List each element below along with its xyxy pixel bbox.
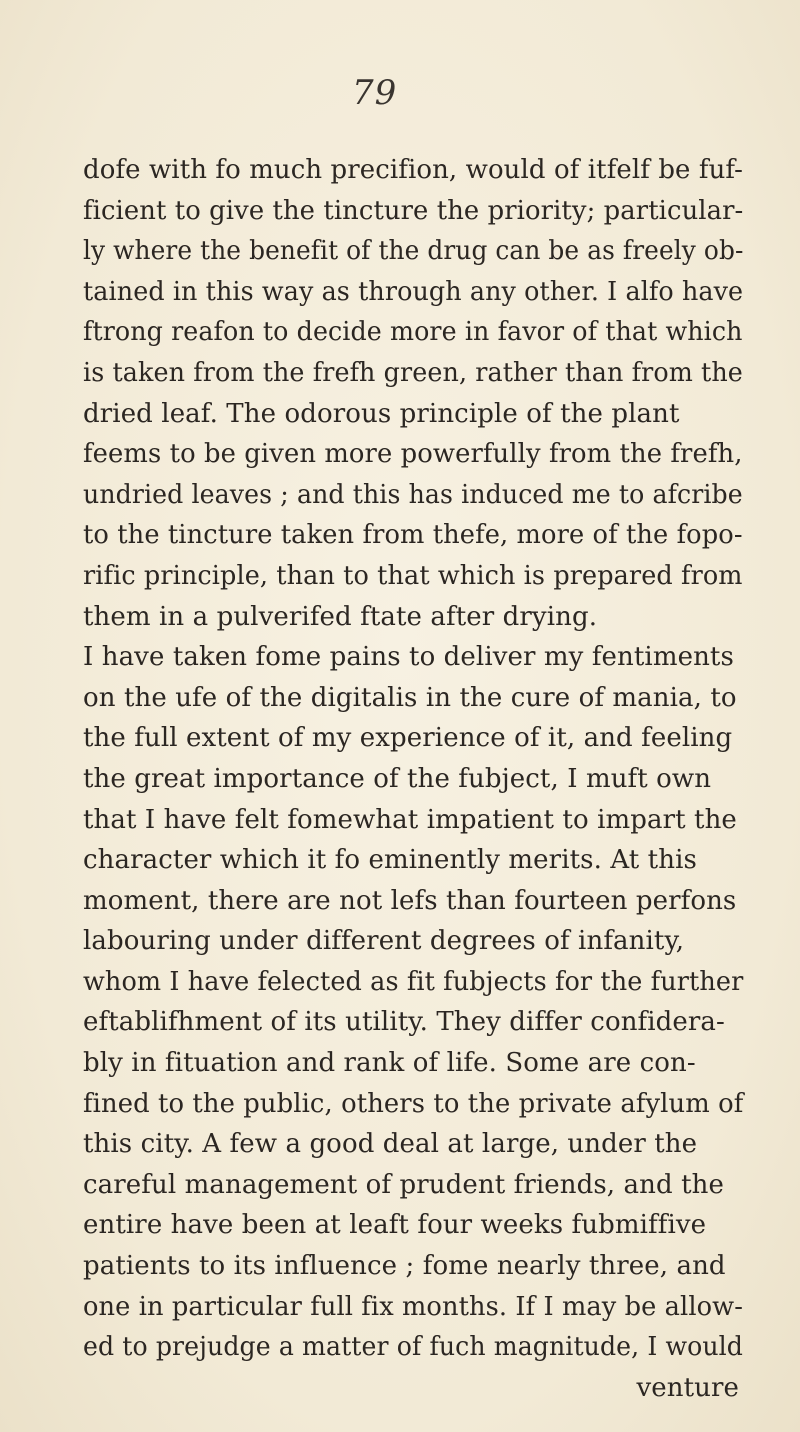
text-line: whom I have felected as fit fubjects for the further — [83, 966, 744, 997]
text-line: is taken from the frefh green, rather than from the — [83, 357, 743, 388]
text-line: ftrong reafon to decide more in favor of that which — [83, 317, 743, 348]
text-line: ficient to give the tincture the priority; particular- — [83, 195, 744, 226]
text-line: the full extent of my experience of it, and feeling — [83, 723, 733, 754]
text-line: I have taken fome pains to deliver my fentiments — [83, 642, 734, 673]
body-text — [83, 150, 743, 1408]
text-line: ly where the benefit of the drug can be as freely ob- — [83, 236, 744, 267]
text-line: ed to prejudge a matter of fuch magnitude, I would — [83, 1332, 744, 1363]
text-line: careful management of prudent friends, and the — [83, 1169, 724, 1200]
text-line: bly in fituation and rank of life. Some are con- — [83, 1048, 696, 1079]
text-line: one in particular full fix months. If I may be allow- — [83, 1291, 743, 1322]
text-line: that I have felt fomewhat impatient to impart the — [83, 804, 737, 835]
catchword: venture — [636, 1372, 739, 1403]
text-line: dofe with fo much precifion, would of itfelf be fuf- — [83, 155, 744, 185]
text-line: on the ufe of the digitalis in the cure of mania, to — [83, 682, 737, 713]
text-line: eftablifhment of its utility. They differ confidera- — [83, 1007, 725, 1038]
text-line: moment, there are not lefs than fourteen perfons — [83, 885, 737, 916]
text-line: this city. A few a good deal at large, under the — [83, 1129, 698, 1160]
text-line: labouring under different degrees of infanity, — [83, 926, 685, 957]
text-line: to the tincture taken from thefe, more of the fopo- — [83, 520, 743, 551]
text-line: undried leaves ; and this has induced me to afcribe — [83, 479, 743, 510]
text-line: the great importance of the fubject, I muft own — [83, 763, 712, 794]
text-line: character which it fo eminently merits. At this — [83, 845, 697, 876]
text-line: feems to be given more powerfully from the frefh, — [83, 439, 743, 470]
text-line: them in a pulverifed ftate after drying. — [83, 601, 598, 632]
text-line: entire have been at leaft four weeks fubmiffive — [83, 1210, 707, 1241]
text-line: dried leaf. The odorous principle of the plant — [83, 398, 680, 429]
page-number: 79 — [352, 73, 398, 113]
text-line: rific principle, than to that which is prepared from — [83, 560, 743, 591]
text-line: tained in this way as through any other. I alfo have — [83, 276, 744, 307]
text-line: fined to the public, others to the private afylum of — [83, 1088, 744, 1119]
text-line: patients to its influence ; fome nearly three, and — [83, 1251, 726, 1282]
